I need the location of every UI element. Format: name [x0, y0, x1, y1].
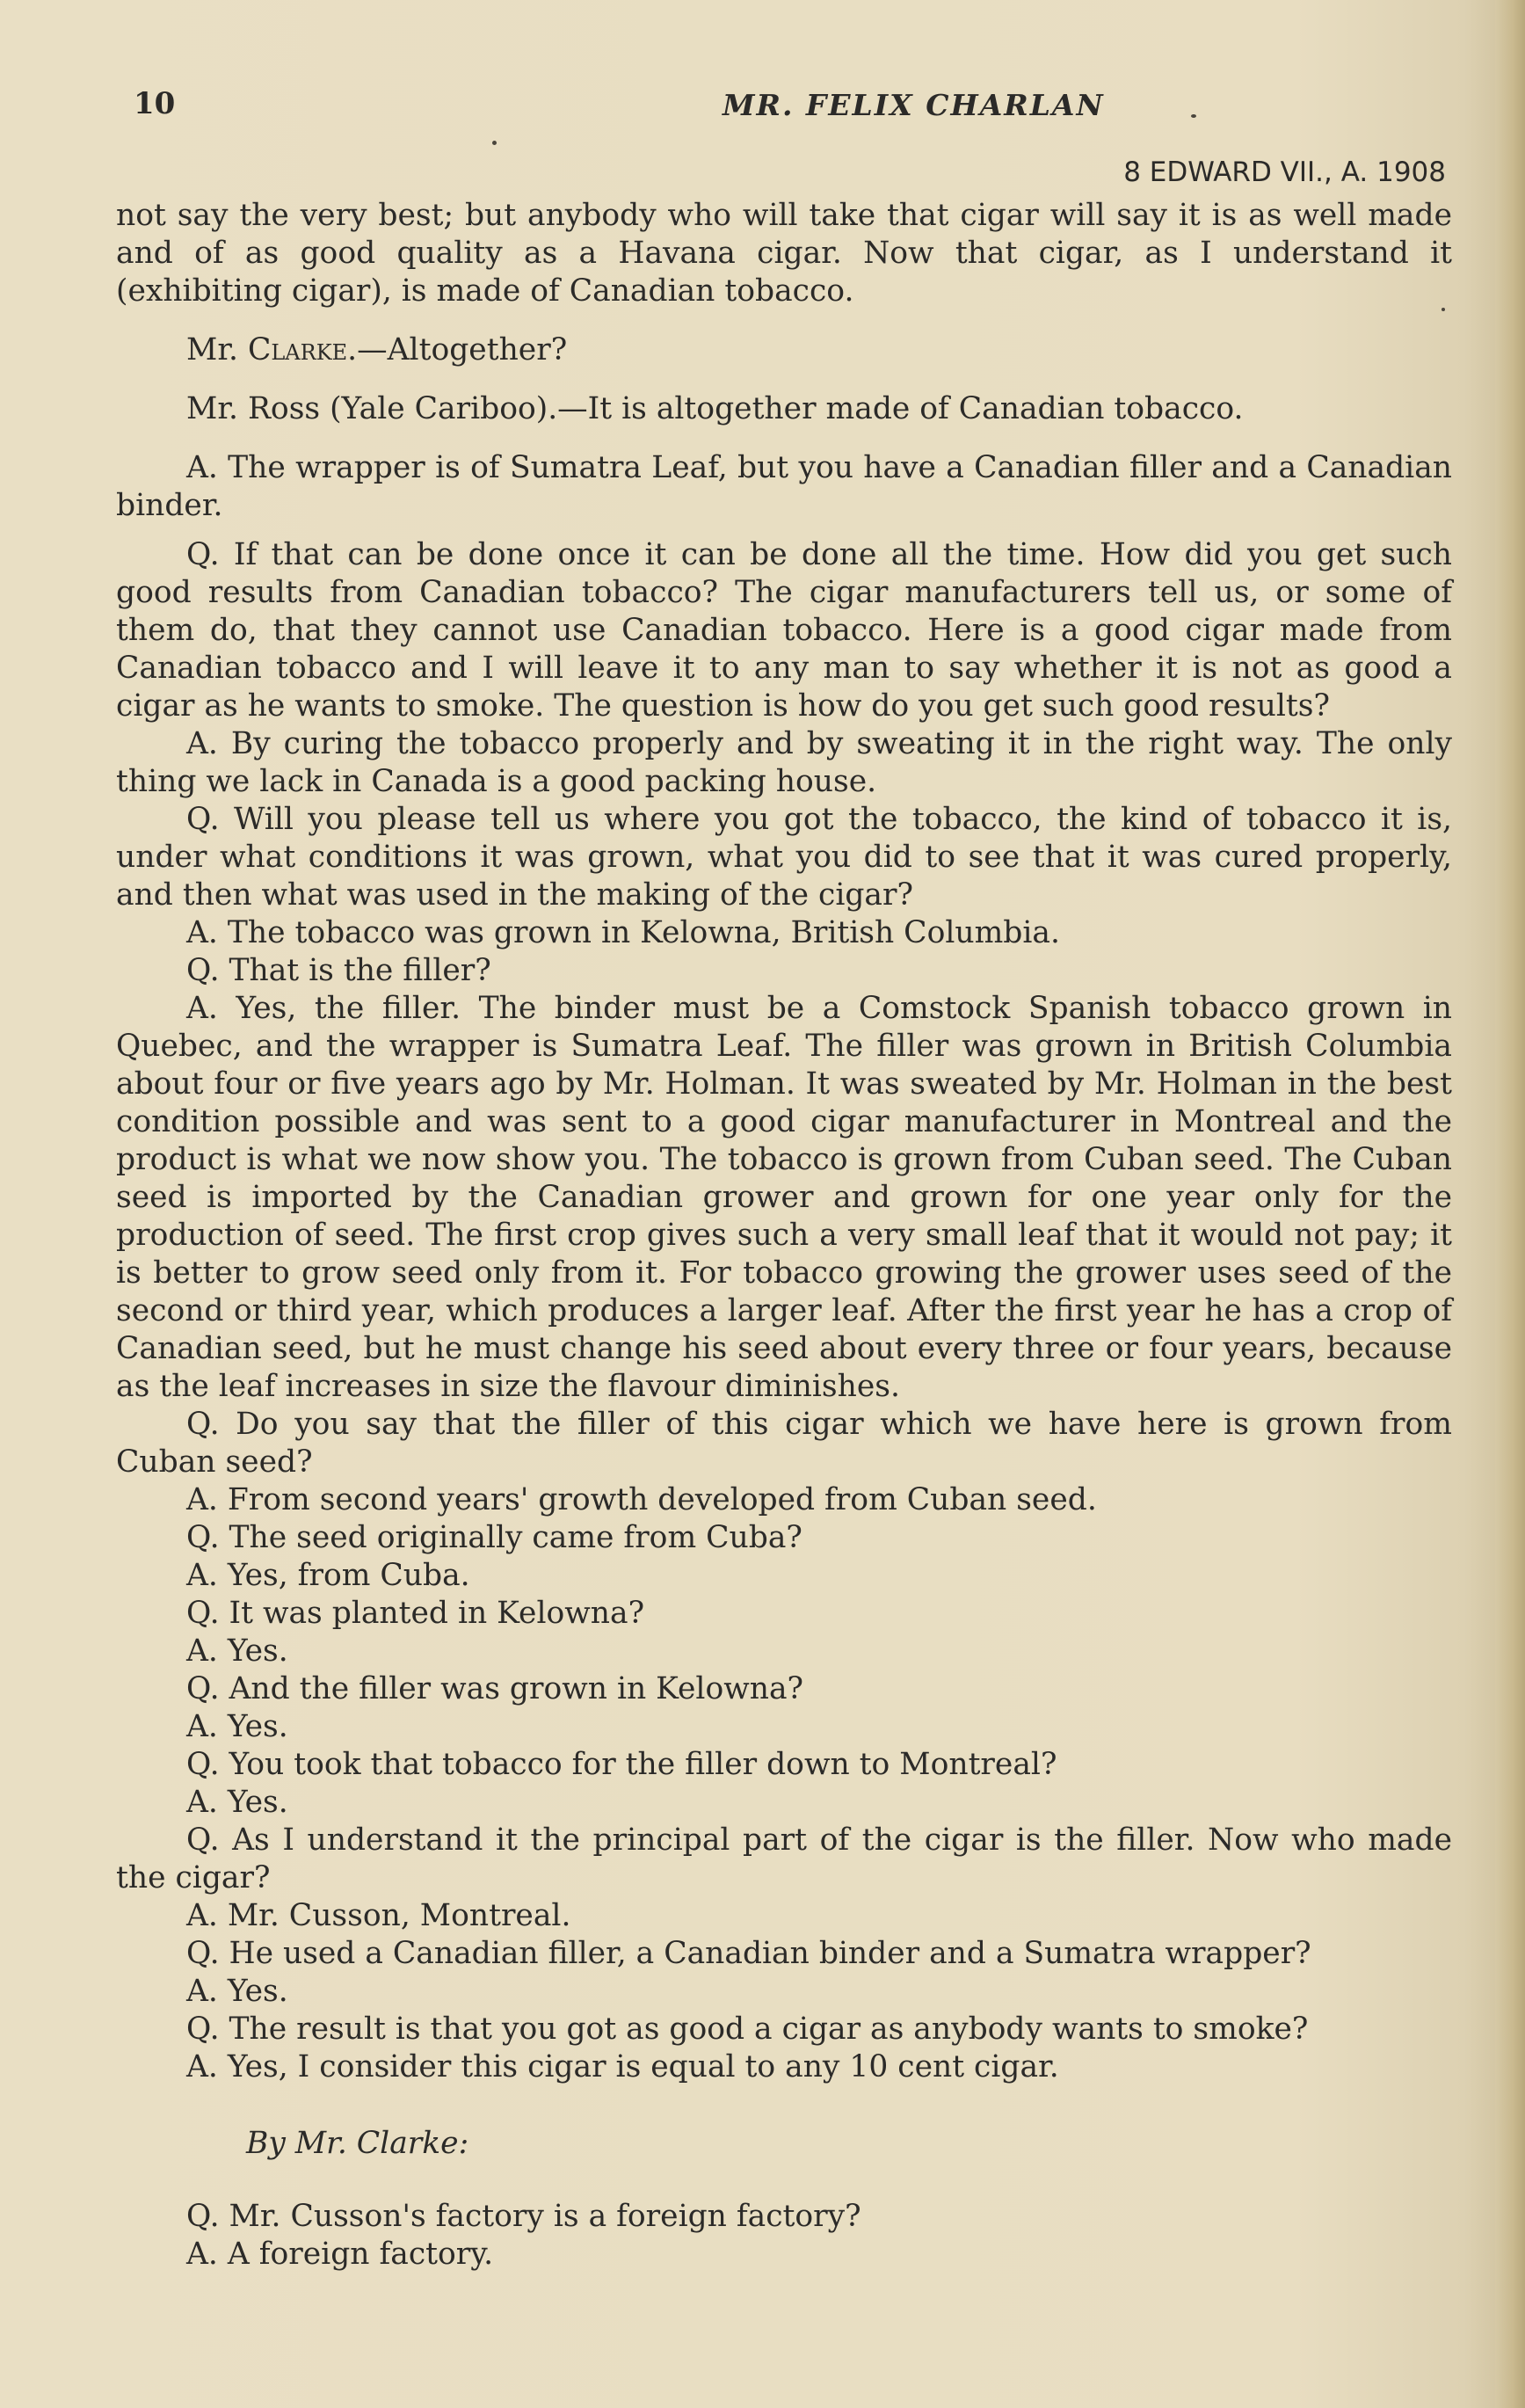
- paragraph: Q. Mr. Cusson's factory is a foreign factory?: [186, 2199, 861, 2234]
- paragraph: not say the very best; but anybody who will take that cigar will say it is as well made and of as good quality as a Havana cigar. Now that cigar, as I understand it (exhibiting cigar), is made of Canadian tobacco.: [116, 198, 1452, 309]
- paragraph: A. Yes, from Cuba.: [186, 1558, 470, 1593]
- page-header: [116, 84, 1455, 188]
- paragraph: Mr. Ross (Yale Cariboo).—It is altogether made of Canadian tobacco.: [186, 391, 1244, 426]
- paragraph: A. Yes.: [186, 1633, 288, 1669]
- paragraph: Q. It was planted in Kelowna?: [186, 1596, 645, 1631]
- page-number: 10: [134, 86, 176, 121]
- paragraph: A. Yes.: [186, 1974, 288, 2009]
- paragraph: Q. If that can be done once it can be done all the time. How did you get such good results from Canadian tobacco? The cigar manufacturers tell us, or some of them do, that they cannot use Canadian tobacco. Here is a good cigar made from Canadian tobacco and I will leave it to any man to say whether it is not as good a cigar as he wants to smoke. The question is how do you get such good results?: [116, 537, 1452, 724]
- paragraph: A. Yes, the filler. The binder must be a Comstock Spanish tobacco grown in Quebec, and the wrapper is Sumatra Leaf. The filler was grown in British Columbia about four or five years ago by Mr. Holman. It was sweated by Mr. Holman in the best condition possible and was sent to a good cigar manufacturer in Montreal and the product is what we now show you. The tobacco is grown from Cuban seed. The Cuban seed is imported by the Canadian grower and grown for one year only for the production of seed. The first crop gives such a very small leaf that it would not pay; it is better to grow seed only from it. For tobacco growing the grower uses seed of the second or third year, which produces a larger leaf. After the first year he has a crop of Canadian seed, but he must change his seed about every three or four years, because as the leaf increases in size the flavour diminishes.: [116, 991, 1452, 1404]
- session-reference: 8 EDWARD VII., A. 1908: [1123, 156, 1446, 188]
- section-byline: By Mr. Clarke:: [246, 2126, 469, 2161]
- paragraph: A. Yes.: [186, 1709, 288, 1744]
- paragraph: Q. You took that tobacco for the filler down to Montreal?: [186, 1747, 1057, 1782]
- paragraph: Q. Do you say that the filler of this cigar which we have here is grown from Cuban seed?: [116, 1407, 1452, 1480]
- paragraph: Q. And the filler was grown in Kelowna?: [186, 1671, 804, 1706]
- paragraph: [116, 331, 1452, 369]
- transcript-body: [116, 197, 1452, 2273]
- paragraph: Q. Will you please tell us where you got the tobacco, the kind of tobacco it is, under what conditions it was grown, what you did to see that it was cured properly, and then what was used in the making of the cigar?: [116, 802, 1452, 913]
- speaker-prefix: Mr.: [186, 332, 248, 367]
- page-edge-shadow: [1495, 0, 1525, 2408]
- paragraph: A. The tobacco was grown in Kelowna, British Columbia.: [186, 915, 1060, 950]
- print-speck: [1191, 114, 1196, 118]
- paragraph: A. By curing the tobacco properly and by sweating it in the right way. The only thing we lack in Canada is a good packing house.: [116, 726, 1452, 799]
- paragraph: Q. That is the filler?: [186, 953, 491, 988]
- print-speck: [492, 141, 497, 145]
- paragraph: A. From second years' growth developed from Cuban seed.: [186, 1482, 1097, 1517]
- paragraph: Q. The result is that you got as good a cigar as anybody wants to smoke?: [186, 2012, 1309, 2047]
- paragraph: Q. The seed originally came from Cuba?: [186, 1520, 802, 1555]
- speaker-name: Clarke.: [247, 332, 358, 367]
- paragraph: Q. He used a Canadian filler, a Canadian binder and a Sumatra wrapper?: [186, 1936, 1311, 1971]
- speech-text: —Altogether?: [357, 332, 568, 367]
- paragraph: A. A foreign factory.: [186, 2237, 494, 2272]
- paragraph: A. Yes.: [186, 1785, 288, 1820]
- paragraph: A. Mr. Cusson, Montreal.: [186, 1898, 571, 1933]
- running-title: MR. FELIX CHARLAN: [723, 88, 1105, 122]
- paragraph: A. Yes, I consider this cigar is equal to any 10 cent cigar.: [186, 2049, 1059, 2084]
- paragraph: A. The wrapper is of Sumatra Leaf, but you have a Canadian filler and a Canadian binder.: [116, 450, 1452, 523]
- paragraph: Q. As I understand it the principal part of the cigar is the filler. Now who made the cigar?: [116, 1822, 1452, 1895]
